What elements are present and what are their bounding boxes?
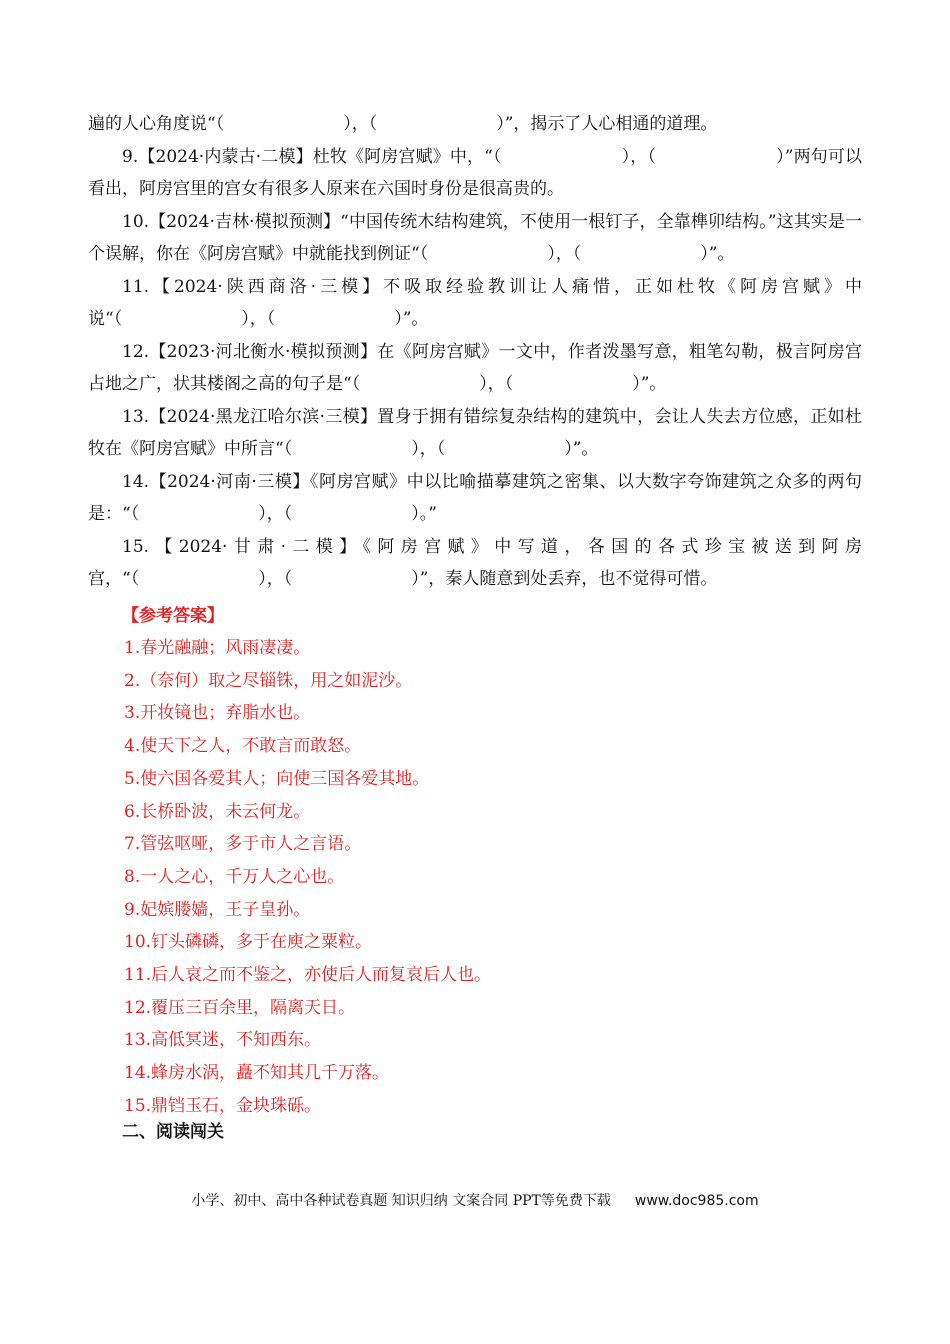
answer-item: 2.（奈何）取之尽锱铢，用之如泥沙。 (124, 670, 413, 691)
footer-url[interactable]: www.doc985.com (634, 1193, 759, 1209)
answer-item: 11.后人哀之而不鉴之，亦使后人而复哀后人也。 (124, 965, 492, 986)
answer-item: 14.蜂房水涡，矗不知其几千万落。 (124, 1063, 390, 1084)
section-title: 二、阅读闯关 (122, 1121, 224, 1142)
question-10: 10.【2024·吉林·模拟预测】“中国传统木结构建筑，不使用一根钉子，全靠榫卯结构。”这其实是一个误解，你在《阿房宫赋》中就能找到例证“（ ），（ ）”。 (88, 211, 862, 264)
answer-item: 7.管弦呕哑，多于市人之言语。 (124, 834, 362, 855)
question-9: 9.【2024·内蒙古·二模】杜牧《阿房宫赋》中，“（ ），（ ）”两句可以看出，阿房宫里的宫女有很多人原来在六国时身份是很高贵的。 (88, 146, 862, 199)
question-13: 13.【2024·黑龙江哈尔滨·三模】置身于拥有错综复杂结构的建筑中，会让人失去方位感，正如杜牧在《阿房宫赋》中所言“（ ），（ ）”。 (88, 406, 862, 459)
question-8-continuation: 遍的人心角度说“（ ），（ ）”，揭示了人心相通的道理。 (88, 114, 718, 134)
answer-item: 3.开妆镜也；弃脂水也。 (124, 703, 311, 724)
answer-item: 12.覆压三百余里，隔离天日。 (124, 997, 356, 1018)
answer-item: 15.鼎铛玉石，金块珠砾。 (124, 1095, 322, 1116)
answer-item: 9.妃嫔媵嫱，王子皇孙。 (124, 899, 311, 920)
question-12: 12.【2023·河北衡水·模拟预测】在《阿房宫赋》一文中，作者泼墨写意，粗笔勾勒，极言阿房宫占地之广，状其楼阁之高的句子是“（ ），（ ）”。 (88, 341, 862, 394)
answer-item: 5.使六国各爱其人；向使三国各爱其地。 (124, 768, 430, 789)
answer-item: 4.使天下之人，不敢言而敢怒。 (124, 736, 362, 757)
answer-item: 1.春光融融；风雨凄凄。 (124, 638, 311, 658)
answer-item: 13.高低冥迷，不知西东。 (124, 1030, 322, 1051)
question-15: 15.【2024·甘肃·二模】《阿房宫赋》中写道，各国的各式珍宝被送到阿房宫，“（ ），（ ）”，秦人随意到处丢弃，也不觉得可惜。 (88, 536, 862, 589)
answer-item: 10.钉头磷磷，多于在庾之粟粒。 (124, 932, 373, 953)
document-page (88, 108, 862, 1145)
question-list (88, 108, 862, 596)
answer-section (88, 600, 862, 1123)
page-footer (0, 1190, 950, 1210)
question-11: 11.【2024·陕西商洛·三模】不吸取经验教训让人痛惜，正如杜牧《阿房宫赋》中说“（ ），（ ）”。 (88, 276, 862, 329)
answer-item: 8.一人之心，千万人之心也。 (124, 866, 345, 887)
footer-text: 小学、初中、高中各种试卷真题 知识归纳 文案合同 PPT等免费下载 (191, 1193, 611, 1209)
question-14: 14.【2024·河南·三模】《阿房宫赋》中以比喻描摹建筑之密集、以大数字夸饰建筑之众多的两句是：“（ ），（ ）。” (88, 471, 862, 524)
answers-title: 【参考答案】 (122, 605, 224, 626)
answer-item: 6.长桥卧波，未云何龙。 (124, 801, 311, 822)
